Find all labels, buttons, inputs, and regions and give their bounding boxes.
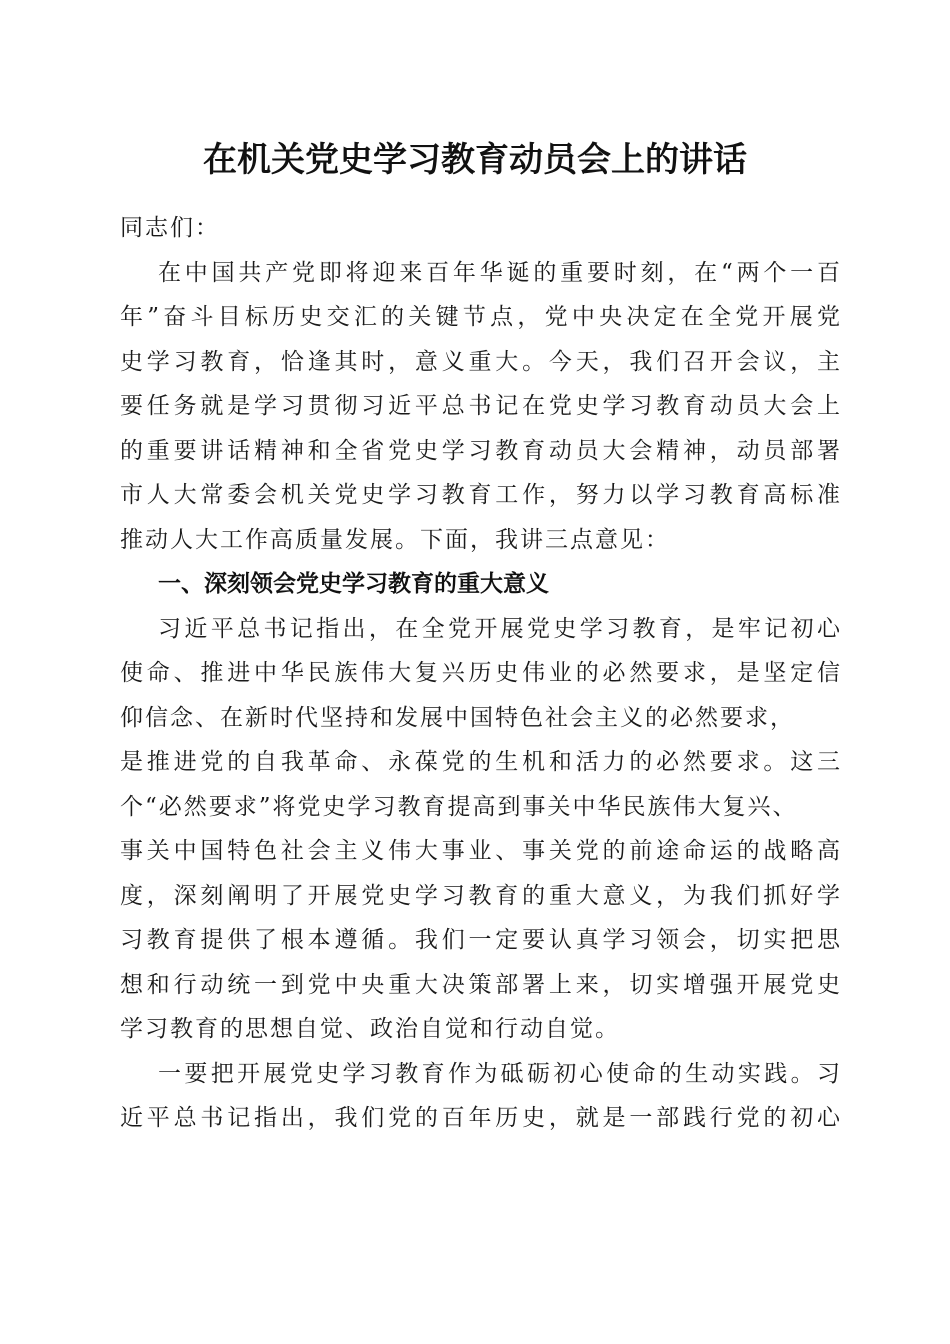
paragraph-line: 史学习教育，恰逢其时，意义重大。今天，我们召开会议，主 — [120, 348, 840, 375]
document-body — [120, 206, 840, 1141]
paragraph-line: 市人大常委会机关党史学习教育工作，努力以学习教育高标准 — [120, 482, 840, 508]
paragraph-line: 习近平总书记指出，在全党开展党史学习教育，是牢记初心 — [158, 615, 840, 642]
paragraph-line: 年”奋斗目标历史交汇的关键节点，党中央决定在全党开展党 — [120, 304, 840, 330]
paragraph-line: 的重要讲话精神和全省党史学习教育动员大会精神，动员部署 — [120, 437, 840, 464]
paragraph-line: 使命、推进中华民族伟大复兴历史伟业的必然要求，是坚定信 — [120, 660, 840, 686]
paragraph-line: 要任务就是学习贯彻习近平总书记在党史学习教育动员大会上 — [120, 393, 840, 419]
paragraph-line: 度，深刻阐明了开展党史学习教育的重大意义，为我们抓好学 — [120, 882, 840, 909]
section-heading: 一、深刻领会党史学习教育的重大意义 — [158, 571, 549, 597]
paragraph-line: 事关中国特色社会主义伟大事业、事关党的前途命运的战略高 — [120, 838, 840, 864]
paragraph-line: 学习教育的思想自觉、政治自觉和行动自觉。 — [120, 1016, 620, 1042]
paragraph-line: 习教育提供了根本遵循。我们一定要认真学习领会，切实把思 — [120, 927, 840, 953]
salutation: 同志们： — [120, 215, 220, 241]
paragraph-line: 近平总书记指出，我们党的百年历史，就是一部践行党的初心 — [120, 1105, 840, 1131]
paragraph-line: 在中国共产党即将迎来百年华诞的重要时刻，在“两个一百 — [158, 259, 840, 286]
document-title: 在机关党史学习教育动员会上的讲话 — [203, 140, 747, 180]
paragraph-line: 想和行动统一到党中央重大决策部署上来，切实增强开展党史 — [120, 971, 840, 998]
paragraph-line: 个“必然要求”将党史学习教育提高到事关中华民族伟大复兴、 — [120, 793, 798, 820]
paragraph-line: 一要把开展党史学习教育作为砥砺初心使命的生动实践。习 — [158, 1060, 840, 1087]
paragraph-line: 推动人大工作高质量发展。下面，我讲三点意见： — [120, 526, 670, 553]
paragraph-line: 是推进党的自我革命、永葆党的生机和活力的必然要求。这三 — [120, 749, 840, 775]
paragraph-line: 仰信念、在新时代坚持和发展中国特色社会主义的必然要求， — [120, 704, 795, 731]
